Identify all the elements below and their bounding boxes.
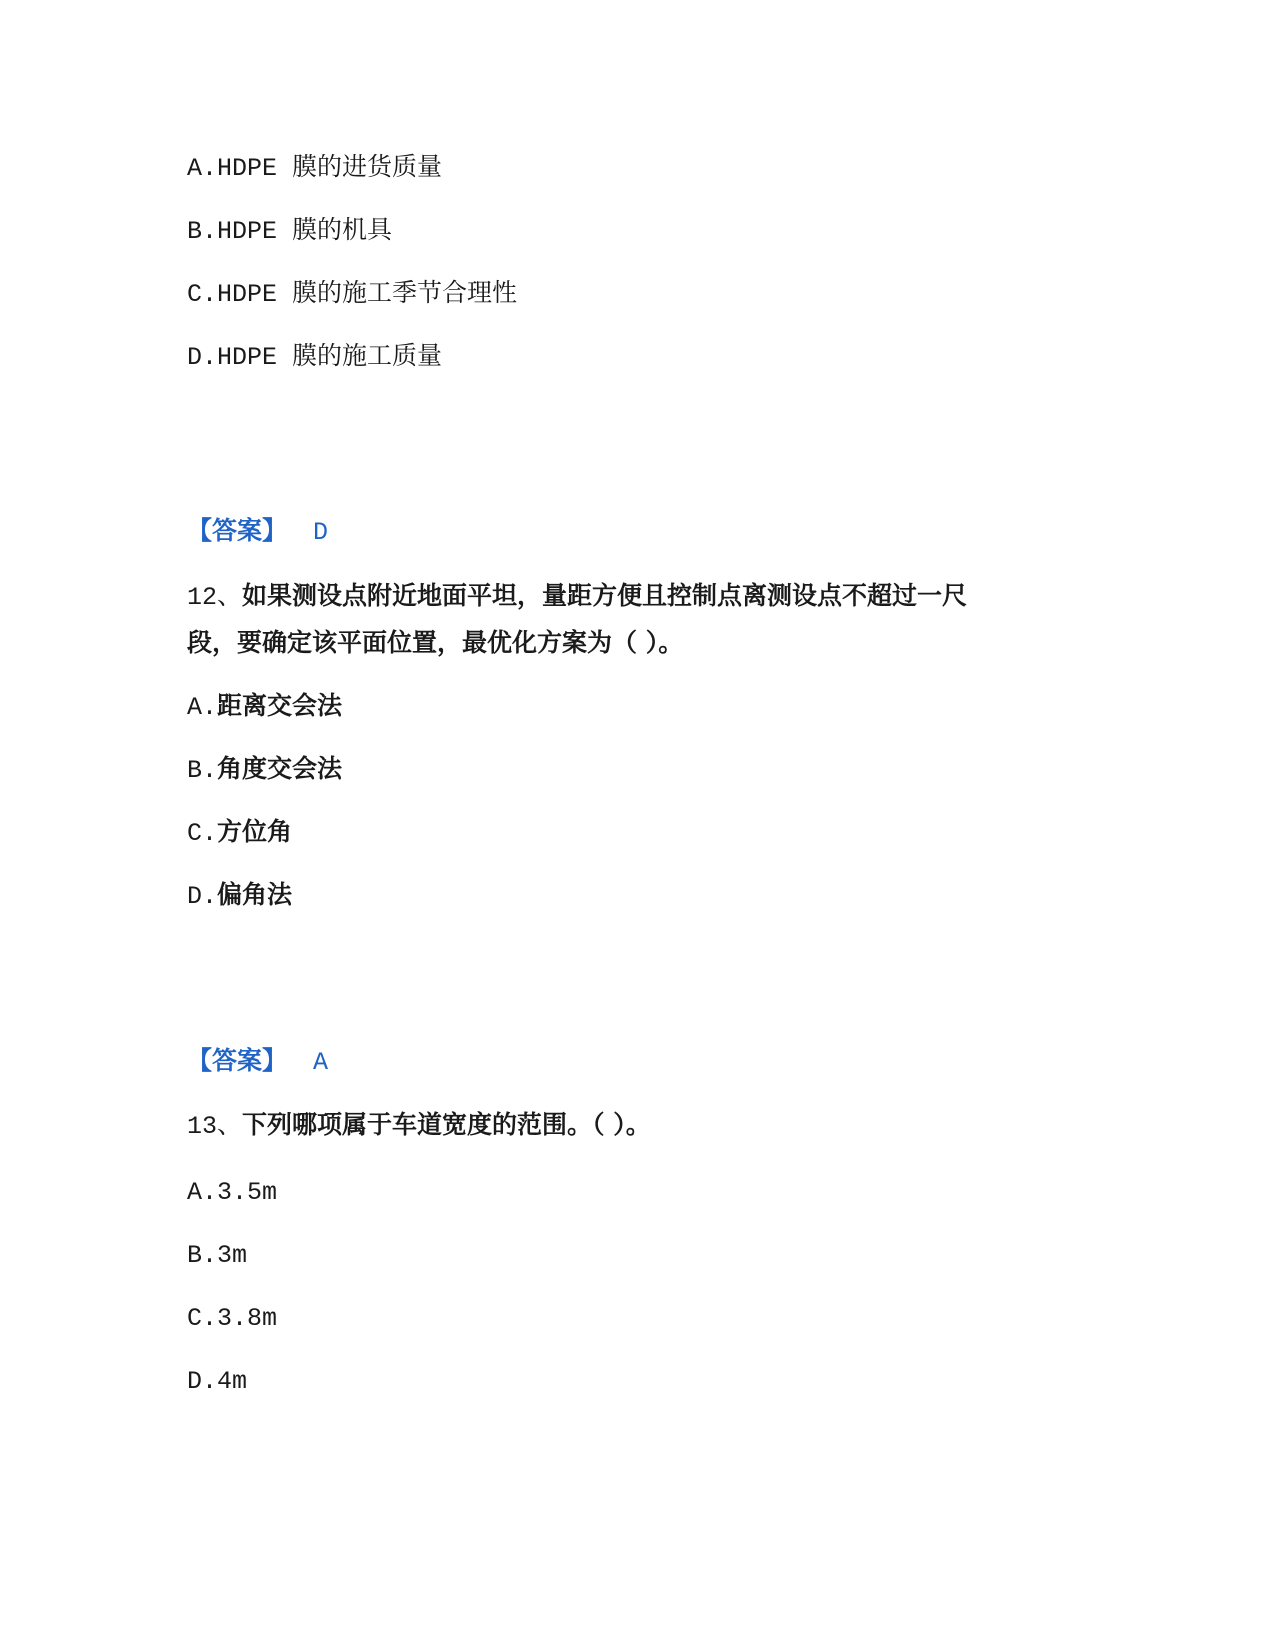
option-text: HDPE 膜的机具 xyxy=(217,217,393,246)
option-text: HDPE 膜的施工质量 xyxy=(217,343,443,372)
q12-answer xyxy=(187,1044,328,1080)
option-letter: C. xyxy=(187,819,218,848)
answer-label: 【答案】 xyxy=(187,516,288,545)
q12-option-c xyxy=(187,815,292,851)
answer-value: D xyxy=(313,518,329,547)
q12-option-b xyxy=(187,752,342,788)
option-letter: B. xyxy=(187,217,218,246)
answer-value: A xyxy=(313,1048,329,1077)
option-text: 3.5m xyxy=(217,1178,278,1207)
option-text: 3.8m xyxy=(217,1304,278,1333)
option-letter: C. xyxy=(187,280,218,309)
option-letter: A. xyxy=(187,693,218,722)
q12-stem-line1 xyxy=(187,579,967,615)
option-text: 角度交会法 xyxy=(217,754,343,783)
option-text: 4m xyxy=(217,1367,248,1396)
option-text: 偏角法 xyxy=(217,880,293,909)
q13-option-a xyxy=(187,1174,277,1210)
option-text: 距离交会法 xyxy=(217,691,343,720)
q11-option-a xyxy=(187,150,442,186)
q13-stem xyxy=(187,1108,651,1144)
option-letter: B. xyxy=(187,756,218,785)
q12-option-a xyxy=(187,689,342,725)
q13-option-b xyxy=(187,1237,247,1273)
q12-stem-line2 xyxy=(187,626,683,660)
option-letter: D. xyxy=(187,882,218,911)
option-letter: D. xyxy=(187,1367,218,1396)
option-text: 方位角 xyxy=(217,817,293,846)
q12-option-d xyxy=(187,878,292,914)
question-text: 如果测设点附近地面平坦，量距方便且控制点离测设点不超过一尺 xyxy=(242,581,968,610)
option-letter: B. xyxy=(187,1241,218,1270)
question-text: 下列哪项属于车道宽度的范围。（ ）。 xyxy=(242,1110,651,1139)
answer-label: 【答案】 xyxy=(187,1046,288,1075)
option-letter: D. xyxy=(187,343,218,372)
option-text: HDPE 膜的进货质量 xyxy=(217,154,443,183)
q11-option-b xyxy=(187,213,392,249)
question-number: 13、 xyxy=(187,1112,243,1141)
option-letter: A. xyxy=(187,154,218,183)
q11-option-c xyxy=(187,276,517,312)
q11-answer xyxy=(187,514,328,550)
q11-option-d xyxy=(187,339,442,375)
q13-option-c xyxy=(187,1300,277,1336)
option-letter: C. xyxy=(187,1304,218,1333)
option-text: HDPE 膜的施工季节合理性 xyxy=(217,280,518,309)
q13-option-d xyxy=(187,1363,247,1399)
option-letter: A. xyxy=(187,1178,218,1207)
option-text: 3m xyxy=(217,1241,248,1270)
question-number: 12、 xyxy=(187,583,243,612)
question-text: 段，要确定该平面位置，最优化方案为（ ）。 xyxy=(187,628,684,657)
